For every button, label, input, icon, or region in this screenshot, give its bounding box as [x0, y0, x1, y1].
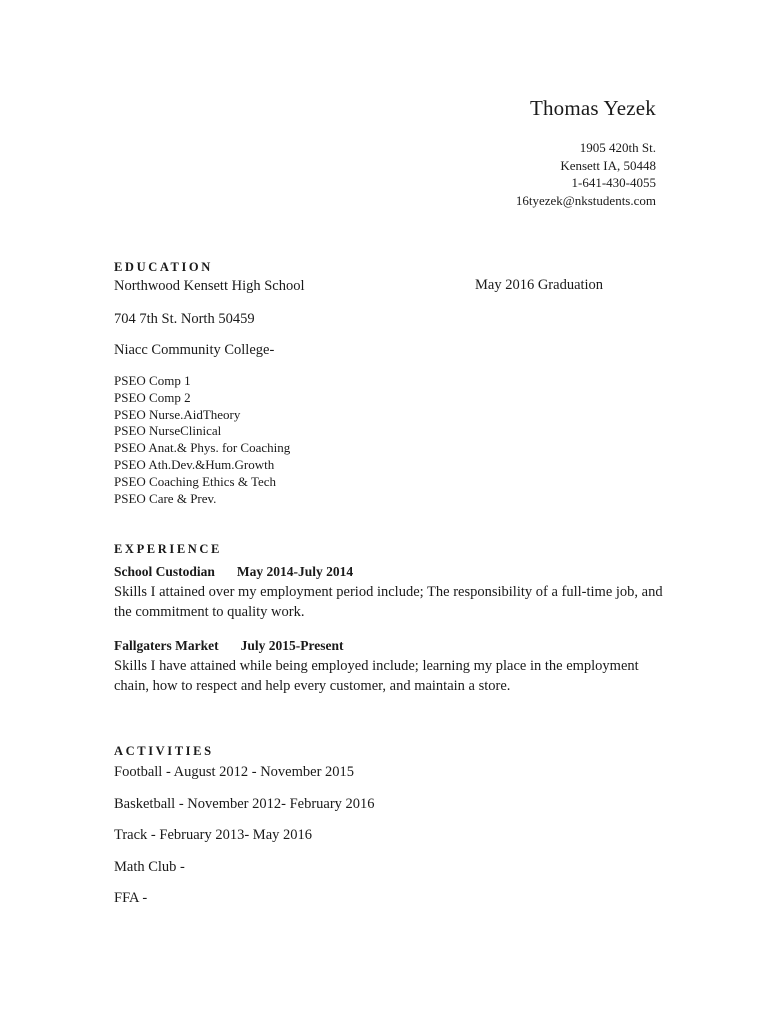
graduation-date: May 2016 Graduation [475, 277, 604, 293]
address-line-1: 1905 420th St. [579, 140, 656, 155]
college-name: Niacc Community College- [114, 342, 275, 358]
activity-item: FFA - [114, 890, 148, 906]
job-employer: School Custodian [114, 564, 215, 579]
course-item: PSEO Anat.& Phys. for Coaching [114, 440, 291, 456]
activities-heading: ACTIVITIES [114, 744, 214, 758]
phone-number: 1-641-430-4055 [571, 175, 656, 190]
job-description: Skills I have attained while being employed include; learning my place in the employment chain, how to respect and help every customer, and maintain a store. [114, 658, 639, 694]
activity-item: Math Club - [114, 859, 185, 875]
address-line-2: Kensett IA, 50448 [560, 157, 656, 173]
job-employer: Fallgaters Market [114, 638, 219, 653]
activity-item: Basketball - November 2012- February 2016 [114, 796, 375, 812]
activity-item: Football - August 2012 - November 2015 [114, 764, 355, 780]
course-list [114, 373, 290, 507]
course-item: PSEO Comp 2 [114, 389, 191, 405]
course-item: PSEO NurseClinical [114, 423, 222, 439]
course-item: PSEO Care & Prev. [114, 490, 217, 506]
high-school-name: Northwood Kensett High School [114, 278, 305, 294]
experience-heading: EXPERIENCE [114, 542, 222, 556]
education-heading: EDUCATION [114, 260, 213, 274]
applicant-name: Thomas Yezek [529, 96, 656, 120]
job-description: Skills I attained over my employment period include; The responsibility of a full-time job, and the commitment to quality work. [114, 584, 663, 620]
job-dates: May 2014-July 2014 [236, 564, 354, 579]
contact-block [516, 139, 656, 209]
course-item: PSEO Nurse.AidTheory [114, 406, 241, 422]
course-item: PSEO Comp 1 [114, 373, 191, 388]
school-address: 704 7th St. North 50459 [114, 311, 255, 327]
course-item: PSEO Ath.Dev.&Hum.Growth [114, 456, 275, 472]
activity-item: Track - February 2013- May 2016 [114, 827, 313, 843]
email-address: 16tyezek@nkstudents.com [515, 192, 656, 208]
job-heading [114, 638, 343, 654]
job-heading [114, 564, 353, 580]
job-dates: July 2015-Present [240, 638, 344, 653]
course-item: PSEO Coaching Ethics & Tech [114, 473, 277, 489]
